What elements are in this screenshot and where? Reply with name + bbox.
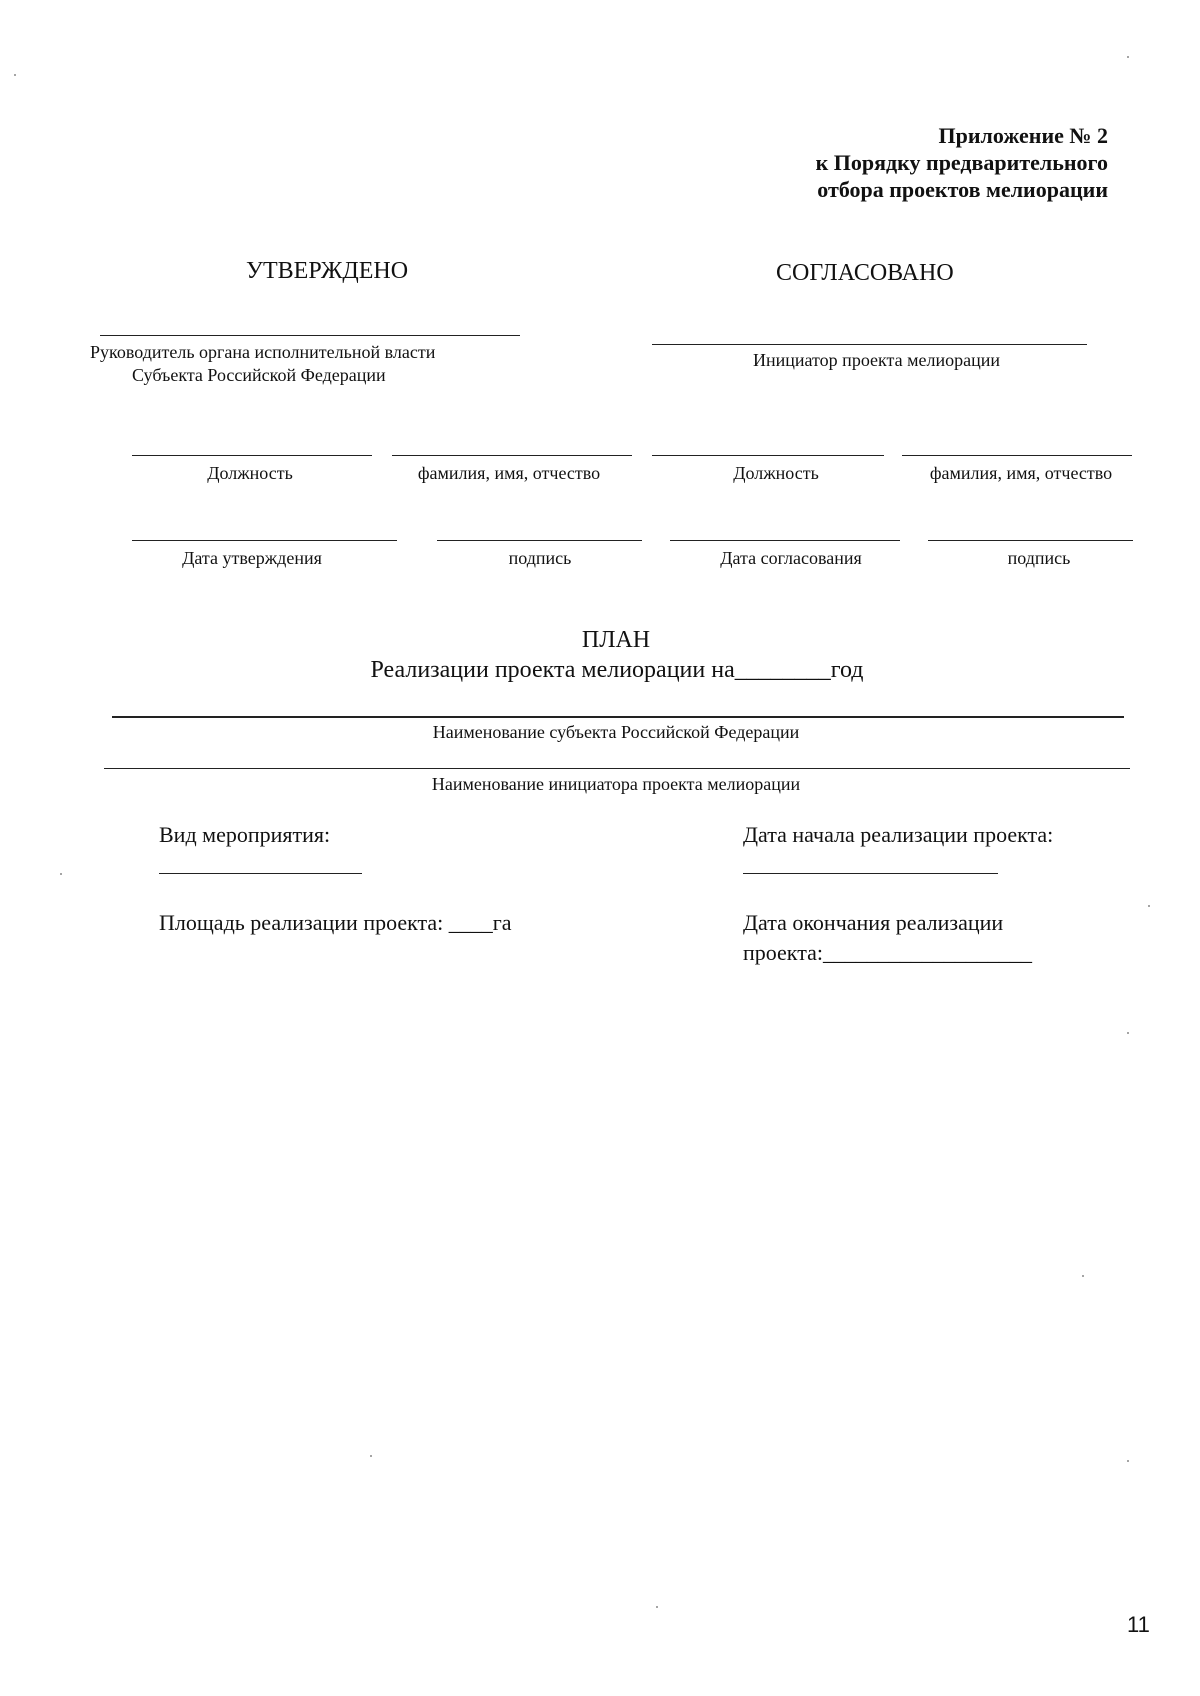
end-date-label-line1: Дата окончания реализации [743,910,1004,935]
area-label: Площадь реализации проекта: ____га [159,910,512,935]
plan-subtitle: Реализации проекта мелиорации на________год [370,657,864,683]
end-date-label-line2: проекта:___________________ [743,940,1032,965]
agreed-position-line [652,455,884,456]
approved-signature-line [437,540,642,541]
start-date-line [743,873,998,874]
approved-name-label: фамилия, имя, отчество [417,463,601,483]
scan-speck [1127,56,1129,58]
scan-speck [60,873,62,875]
approved-position-label: Должность [207,463,293,483]
appendix-title: Приложение № 2 [938,123,1108,148]
activity-type-label: Вид мероприятия: [159,822,331,847]
scan-speck [370,1455,372,1457]
agreed-initiator-line [652,344,1087,345]
plan-title: ПЛАН [581,627,651,653]
approved-authority-line [100,335,520,336]
approved-position-line [132,455,372,456]
agreed-date-line [670,540,900,541]
approved-name-line [392,455,632,456]
appendix-subtitle-1: к Порядку предварительного [815,150,1108,175]
scan-speck [1148,905,1150,907]
scan-speck [14,74,16,76]
approved-role-line2: Субъекта Российской Федерации [132,365,386,385]
initiator-name-label: Наименование инициатора проекта мелиорации [431,774,801,794]
initiator-name-line [104,768,1130,769]
agreed-name-label: фамилия, имя, отчество [929,463,1113,483]
scan-speck [1127,1032,1129,1034]
start-date-label: Дата начала реализации проекта: [743,822,1054,847]
page-number: 11 [1127,1612,1150,1637]
agreed-date-label: Дата согласования [720,548,862,568]
approved-signature-label: подпись [508,548,572,568]
subject-name-line [112,716,1124,718]
scan-speck [1082,1275,1084,1277]
agreed-signature-line [928,540,1133,541]
activity-type-line [159,873,362,874]
agreed-signature-label: подпись [1007,548,1071,568]
agreed-heading: СОГЛАСОВАНО [776,260,954,286]
approved-date-line [132,540,397,541]
agreed-role-line1: Инициатор проекта мелиорации [753,350,1000,370]
appendix-subtitle-2: отбора проектов мелиорации [817,177,1108,202]
approved-role-line1: Руководитель органа исполнительной власти [90,342,436,362]
subject-name-label: Наименование субъекта Российской Федерации [432,722,800,742]
approved-date-label: Дата утверждения [182,548,322,568]
agreed-name-line [902,455,1132,456]
agreed-position-label: Должность [733,463,819,483]
scan-speck [656,1606,658,1608]
scan-speck [1127,1460,1129,1462]
approved-heading: УТВЕРЖДЕНО [246,258,409,284]
